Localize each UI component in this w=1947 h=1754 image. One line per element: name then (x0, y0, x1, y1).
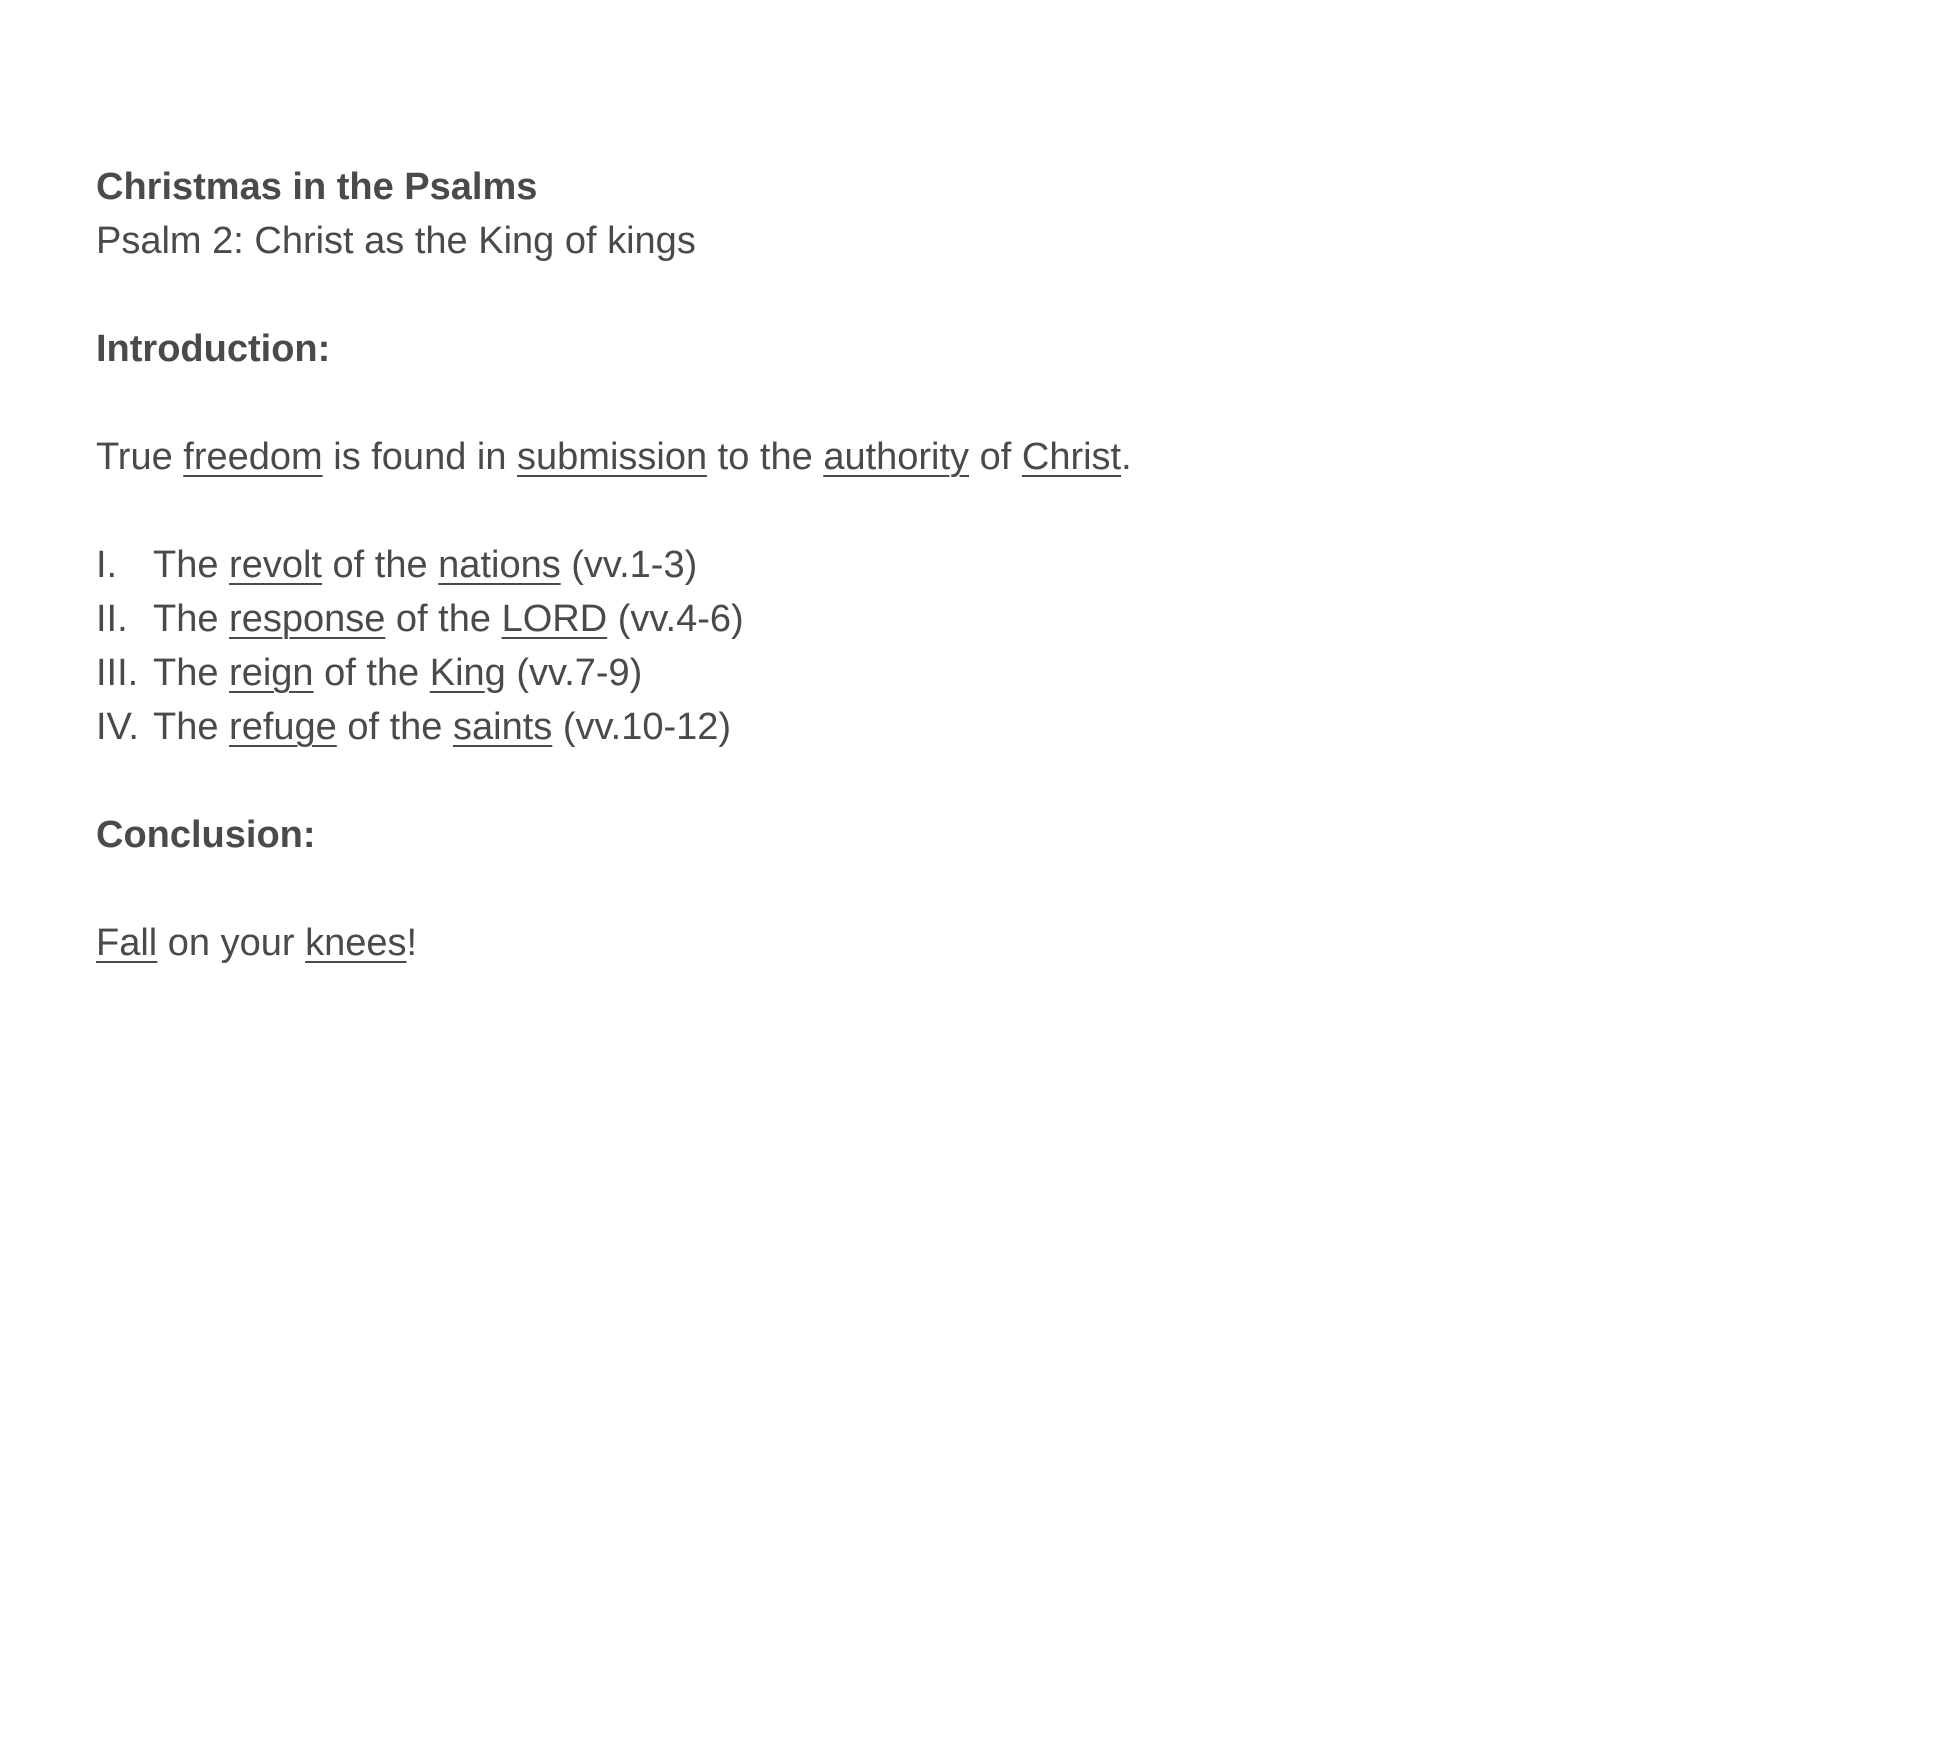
outline-text: The (153, 706, 230, 748)
outline-list (96, 538, 1856, 754)
outline-keyword: revolt (229, 544, 322, 586)
thesis-keyword: freedom (183, 436, 323, 478)
closing-keyword: knees (305, 922, 407, 964)
introduction-heading: Introduction: (96, 328, 331, 370)
outline-numeral: II. (96, 598, 128, 640)
outline-text: The (153, 544, 230, 586)
outline-item (96, 592, 1856, 646)
closing-text: on your (157, 922, 306, 964)
outline-text: The (153, 652, 230, 694)
document-body (96, 160, 1856, 970)
thesis-text: . (1121, 436, 1132, 478)
thesis-text: to the (707, 436, 824, 478)
outline-keyword: nations (438, 544, 561, 586)
outline-numeral: I. (96, 544, 118, 586)
outline-numeral: IV. (96, 706, 139, 748)
thesis-keyword: Christ (1021, 436, 1122, 478)
spacer (96, 484, 1856, 538)
outline-item (96, 700, 1856, 754)
outline-keyword: response (229, 598, 386, 640)
outline-reference: (vv.4-6) (607, 598, 744, 640)
outline-text: The (153, 598, 230, 640)
outline-keyword: saints (453, 706, 553, 748)
thesis-statement (96, 430, 1856, 484)
outline-text: of the (313, 652, 430, 694)
outline-keyword: reign (229, 652, 314, 694)
outline-numeral: III. (96, 652, 139, 694)
outline-keyword: LORD (501, 598, 608, 640)
document-title: Christmas in the Psalms (96, 166, 538, 208)
closing-text: ! (406, 922, 418, 964)
outline-text: of the (385, 598, 502, 640)
thesis-keyword: authority (823, 436, 970, 478)
outline-reference: (vv.10-12) (552, 706, 732, 748)
thesis-text: is found in (322, 436, 518, 478)
thesis-keyword: submission (517, 436, 708, 478)
closing-keyword: Fall (96, 922, 158, 964)
spacer (96, 862, 1856, 916)
conclusion-heading: Conclusion: (96, 814, 316, 856)
spacer (96, 268, 1856, 322)
outline-keyword: Kin (429, 652, 485, 694)
thesis-text: True (96, 436, 184, 478)
outline-text: of the (336, 706, 453, 748)
outline-reference: g (vv.7-9) (484, 652, 643, 694)
spacer (96, 376, 1856, 430)
spacer (96, 754, 1856, 808)
thesis-text: of (969, 436, 1022, 478)
outline-text: of the (321, 544, 439, 586)
outline-item (96, 538, 1856, 592)
closing-statement (96, 916, 1856, 970)
outline-keyword: refuge (229, 706, 337, 748)
outline-reference: (vv.1-3) (560, 544, 698, 586)
outline-item (96, 646, 1856, 700)
document-subtitle: Psalm 2: Christ as the King of kings (96, 220, 696, 262)
